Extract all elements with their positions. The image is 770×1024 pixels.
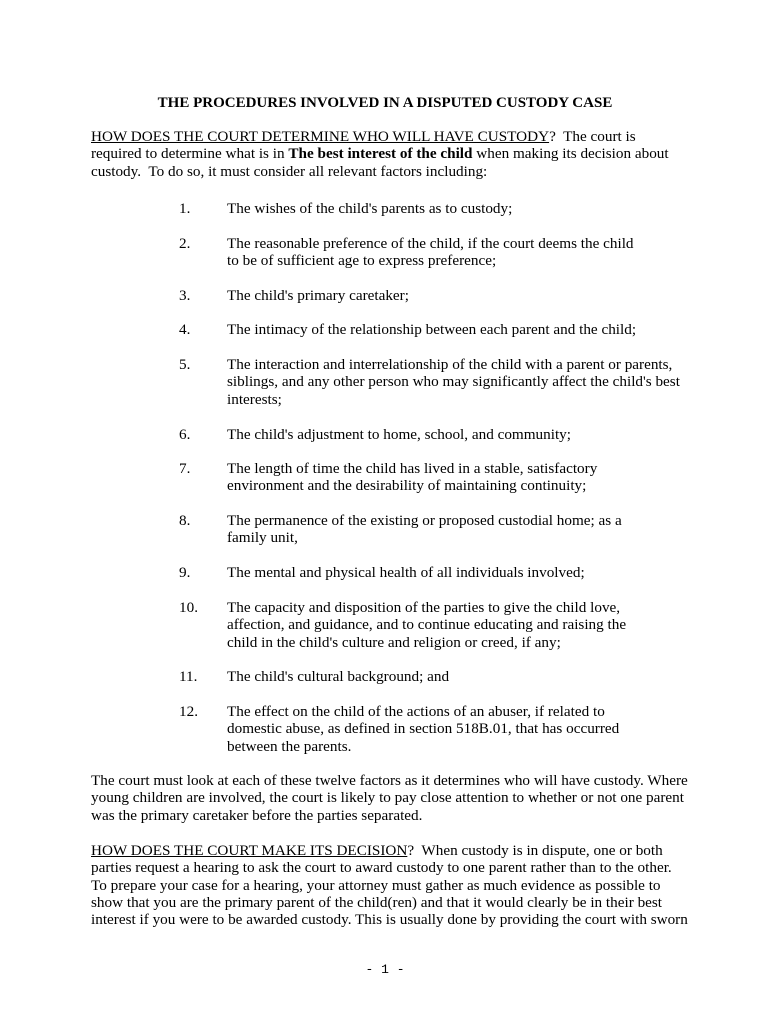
section1-line3: custody. To do so, it must consider all relevant factors including: [91, 162, 488, 180]
factor-number: 3. [179, 287, 191, 304]
section2-heading: HOW DOES THE COURT MAKE ITS DECISION [91, 842, 408, 859]
section1-paragraph [91, 128, 691, 180]
factor-number: 10. [179, 599, 198, 616]
section1-line2: required to determine what is in The best interest of the child when making its decision about [91, 145, 669, 163]
page-number: - 1 - [365, 962, 405, 977]
factor-number: 8. [179, 512, 191, 529]
factor-number: 9. [179, 564, 191, 581]
best-interest-emphasis: The best interest of the child [288, 145, 473, 163]
factor-number: 6. [179, 426, 191, 443]
factor-number: 11. [179, 668, 198, 685]
summary-paragraph: The court must look at each of these twelve factors as it determines who will have custody. Where young children are involved, the court is likely to pay close attention to whether or not one parent was the primary caretaker before the parties separated. [91, 772, 688, 824]
factor-number: 1. [179, 200, 191, 217]
section1-line1: HOW DOES THE COURT DETERMINE WHO WILL HAVE CUSTODY? The court is [91, 128, 636, 145]
section2-line1: HOW DOES THE COURT MAKE ITS DECISION? When custody is in dispute, one or both [91, 842, 663, 859]
factor-number: 5. [179, 356, 191, 373]
factor-number: 12. [179, 703, 198, 720]
factor-number: 7. [179, 460, 191, 477]
factor-number: 4. [179, 321, 191, 338]
section1-heading: HOW DOES THE COURT DETERMINE WHO WILL HAVE CUSTODY [91, 128, 550, 145]
section2-paragraph: HOW DOES THE COURT MAKE ITS DECISION? When custody is in dispute, one or both parties request a hearing to ask the court to award custody to one parent rather than to the other. To prepare your case for a hearing, your attorney must gather as much evidence as possible to show that you are the primary parent of the child(ren) and that it would clearly be in their best interest if you were to be awarded custody. This is usually done by providing the court with sworn [91, 842, 691, 928]
document-title: THE PROCEDURES INVOLVED IN A DISPUTED CUSTODY CASE [157, 95, 613, 111]
factor-number: 2. [179, 235, 191, 252]
